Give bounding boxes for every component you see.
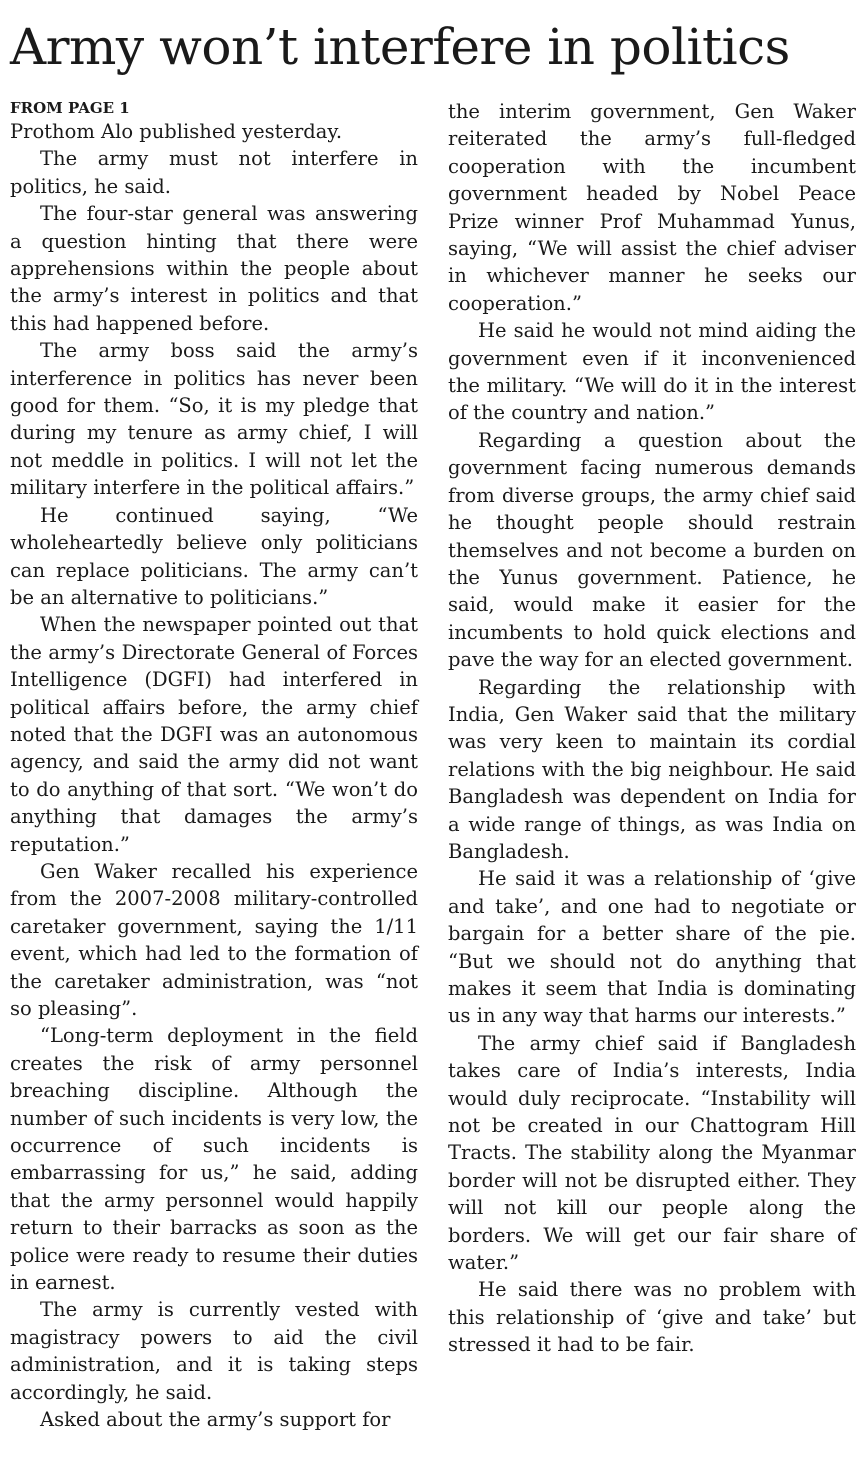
paragraph: the interim government, Gen Waker reiterated the army’s full-fledged cooperation with the incumbent government headed by Nobel Peace Prize winner Prof Muhammad Yunus, saying, “We will assist the chief adviser in whichever manner he seeks our cooperation.” xyxy=(448,100,856,315)
paragraph: Regarding the relationship with India, Gen Waker said that the military was very keen to maintain its cordial relations with the big neighbour. He said Bangladesh was dependent on India for a wide range of things, as was India on Bangladesh. xyxy=(448,675,856,863)
paragraph: When the newspaper pointed out that the army’s Directorate General of Forces Intelligence (DGFI) had interfered in political affairs before, the army chief noted that the DGFI was an autonomous agency, and said the army did not want to do anything of that sort. “We won’t do anything that damages the army’s reputation.” xyxy=(10,613,418,856)
paragraph: He said he would not mind aiding the government even if it inconvenienced the military. “We will do it in the interest of the country and nation.” xyxy=(448,319,856,425)
paragraph: Regarding a question about the government facing numerous demands from diverse groups, the army chief said he thought people should restrain themselves and not become a burden on the Yunus government. Patience, he said, would make it easier for the incumbents to hold quick elections and pave the way for an elected government. xyxy=(448,428,856,672)
paragraph: The army chief said if Bangladesh takes care of India’s interests, India would duly reciprocate. “Instability will not be created in our Chattogram Hill Tracts. The stability along the Myanmar border will not be disrupted either. They will not kill our people along the borders. We will get our fair share of water.” xyxy=(448,1031,856,1275)
paragraph: Gen Waker recalled his experience from the 2007-2008 military-controlled caretaker government, saying the 1/11 event, which had led to the formation of the caretaker administration, was “not so pleasing”. xyxy=(10,859,418,1020)
paragraph: The army must not interfere in politics, he said. xyxy=(10,147,418,198)
article-column-right xyxy=(448,98,856,1359)
paragraph: The army boss said the army’s interference in politics has never been good for them. “So, it is my pledge that during my tenure as army chief, I will not meddle in politics. I will not let the military interfere in the political affairs.” xyxy=(10,339,418,500)
continuation-kicker: FROM PAGE 1 xyxy=(10,99,130,117)
paragraph: He said there was no problem with this relationship of ‘give and take’ but stressed it had to be fair. xyxy=(448,1278,856,1357)
paragraph: He said it was a relationship of ‘give and take’, and one had to negotiate or bargain for a better share of the pie. “But we should not do anything that makes it seem that India is dominating us in any way that harms our interests.” xyxy=(448,867,856,1028)
paragraph: Asked about the army’s support for xyxy=(40,1408,391,1432)
article-column-left xyxy=(10,98,418,1434)
headline: Army won’t interfere in politics xyxy=(10,18,790,76)
paragraph: Prothom Alo published yesterday. xyxy=(10,120,343,143)
paragraph: “Long-term deployment in the field creates the risk of army personnel breaching discipline. Although the number of such incidents is very low, the occurrence of such incidents is embarrassing for us,” he said, adding that the army personnel would happily return to their barracks as soon as the police were ready to resume their duties in earnest. xyxy=(10,1024,418,1295)
paragraph: The four-star general was answering a question hinting that there were apprehensions within the people about the army’s interest in politics and that this had happened before. xyxy=(10,202,418,335)
paragraph: The army is currently vested with magistracy powers to aid the civil administration, and it is taking steps accordingly, he said. xyxy=(10,1298,418,1404)
paragraph: He continued saying, “We wholeheartedly believe only politicians can replace politicians. The army can’t be an alternative to politicians.” xyxy=(10,503,418,609)
